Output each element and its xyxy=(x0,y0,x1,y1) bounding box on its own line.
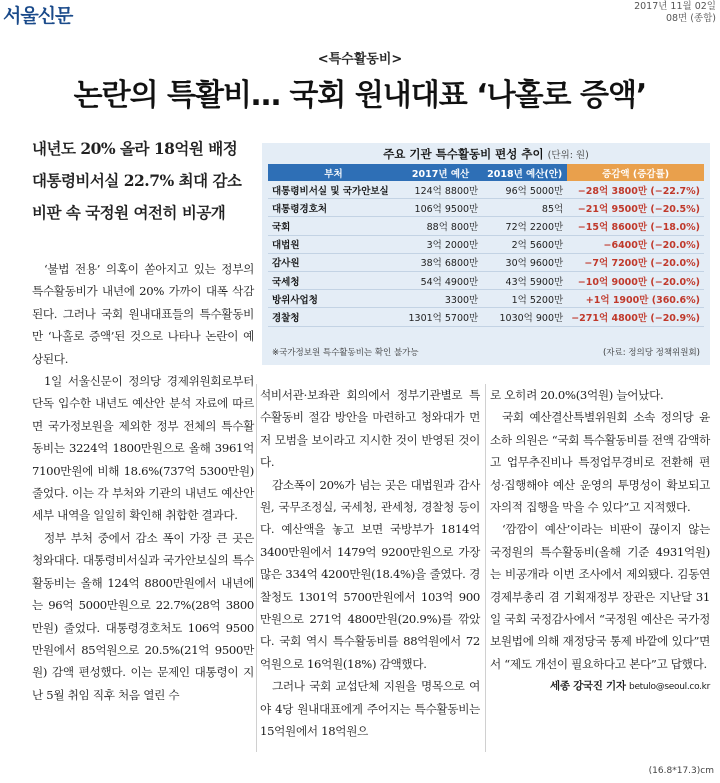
size-note: (16.8*17.3)cm xyxy=(648,766,714,776)
date-text: 2017년 11월 02일 xyxy=(634,1,716,12)
change-cell: −271억 4800만 (−20.9%) xyxy=(567,308,704,326)
table-row xyxy=(268,308,704,326)
subheads xyxy=(32,133,262,229)
article-kicker: <특수활동비> xyxy=(317,52,403,67)
column-divider xyxy=(485,384,486,752)
change-cell: −15억 8600만 (−18.0%) xyxy=(567,217,704,235)
table-unit: (단위: 원) xyxy=(547,150,589,161)
table-note: ※국가정보원 특수활동비는 확인 불가능 xyxy=(272,348,419,358)
byline xyxy=(490,675,710,698)
agency-cell: 대통령경호처 xyxy=(268,199,399,217)
paragraph: ‘불법 전용’ 의혹이 쏟아지고 있는 정부의 특수활동비가 내년에 20% 가까이 대폭 삭감된다. 그러나 국회 원내대표들의 특수활동비만 ‘나홀로 증액’된 것으로 나타나 논란이 예상된다. xyxy=(32,262,254,366)
table-header-row xyxy=(268,164,704,181)
paragraph: 그러나 국회 교섭단체 지원을 명목으로 여야 4당 원내대표에게 주어지는 특수활동비는 15억원에서 18억원으 xyxy=(260,679,480,739)
value-2018-cell: 72억 2200만 xyxy=(482,217,567,235)
paragraph: 국회 예산결산특별위원회 소속 정의당 윤소하 의원은 “국회 특수활동비를 전액 감액하고 업무추진비나 특정업무경비로 전환해 편성·집행해야 예산 운영의 투명성이 확보되고 자의적 집행을 막을 수 있다”고 지적했다. xyxy=(490,410,710,515)
change-cell: +1억 1900만 (360.6%) xyxy=(567,290,704,308)
issue-date xyxy=(634,1,716,25)
paragraph: 로 오히려 20.0%(3억원) 늘어났다. xyxy=(490,388,664,402)
value-2018-cell: 43억 5900만 xyxy=(482,271,567,289)
agency-cell: 대통령비서실 및 국가안보실 xyxy=(268,181,399,199)
byline-email: betulo@seoul.co.kr xyxy=(629,682,710,693)
agency-cell: 국세청 xyxy=(268,271,399,289)
header-change: 증감액 (증감률) xyxy=(567,164,704,181)
value-2018-cell: 30억 9600만 xyxy=(482,253,567,271)
change-cell: −7억 7200만 (−20.0%) xyxy=(567,253,704,271)
agency-cell: 감사원 xyxy=(268,253,399,271)
table-title xyxy=(262,146,710,162)
subhead: 비판 속 국정원 여전히 비공개 xyxy=(32,203,226,222)
value-2017-cell: 88억 800만 xyxy=(399,217,482,235)
table-row xyxy=(268,235,704,253)
subhead: 대통령비서실 22.7% 최대 감소 xyxy=(32,171,242,190)
paragraph: ‘깜깜이 예산’이라는 비판이 끊이지 않는 국정원의 특수활동비(올해 기준 4931억원)는 비공개라 이번 조사에서 제외됐다. 김동연 경제부총리 겸 기획재정부 장관은 지난달 31일 국회 국정감사에서 “국정원 예산은 국가정보원법에 의해 재정당국 통제 바깥에 있다”면서 “제도 개선이 필요하다고 본다”고 답했다. xyxy=(490,522,710,671)
table-title-text: 주요 기관 특수활동비 편성 추이 xyxy=(383,147,544,161)
change-cell: −6400만 (−20.0%) xyxy=(567,235,704,253)
paragraph: 석비서관·보좌관 회의에서 정부기관별로 특수활동비 절감 방안을 마련하고 청와대가 먼저 모범을 보이라고 지시한 것이 반영된 것이다. xyxy=(260,388,480,470)
agency-cell: 국회 xyxy=(268,217,399,235)
change-cell: −21억 9500만 (−20.5%) xyxy=(567,199,704,217)
budget-table-box xyxy=(262,143,710,365)
article-column-1 xyxy=(32,258,254,706)
newspaper-logo: 서울신문 xyxy=(3,5,73,27)
paragraph: 감소폭이 20%가 넘는 곳은 대법원과 감사원, 국무조정실, 국세청, 관세청, 경찰청 등이다. 예산액을 놓고 보면 국방부가 1814억 3400만원에서 1479억 9200만원으로 가장 많은 334억 4200만원(18.4%)을 줄였다. 경찰청도 1301억 5700만원에서 103억 900만원으로 271억 4800만원(20.9%)를 깎았다. 국회 역시 특수활동비를 88억원에서 72억원으로 16억원(18%) 감액했다. xyxy=(260,477,480,671)
table-row xyxy=(268,199,704,217)
table-row xyxy=(268,290,704,308)
table-row xyxy=(268,181,704,199)
value-2017-cell: 1301억 5700만 xyxy=(399,308,482,326)
value-2018-cell: 1030억 900만 xyxy=(482,308,567,326)
change-cell: −28억 3800만 (−22.7%) xyxy=(567,181,704,199)
value-2018-cell: 96억 5000만 xyxy=(482,181,567,199)
table-row xyxy=(268,271,704,289)
agency-cell: 대법원 xyxy=(268,235,399,253)
subhead: 내년도 20% 올라 18억원 배정 xyxy=(32,139,238,158)
article-headline: 논란의 특활비… 국회 원내대표 ‘나홀로 증액’ xyxy=(73,78,647,113)
change-cell: −10억 9000만 (−20.0%) xyxy=(567,271,704,289)
masthead xyxy=(0,0,720,34)
value-2018-cell: 85억 xyxy=(482,199,567,217)
value-2017-cell: 54억 4900만 xyxy=(399,271,482,289)
value-2017-cell: 3300만 xyxy=(399,290,482,308)
value-2018-cell: 1억 5200만 xyxy=(482,290,567,308)
byline-name: 세종 강국진 기자 xyxy=(550,680,626,693)
table-row xyxy=(268,217,704,235)
table-source: (자료: 정의당 정책위원회) xyxy=(602,348,700,358)
value-2018-cell: 2억 5600만 xyxy=(482,235,567,253)
paragraph: 정부 부처 중에서 감소 폭이 가장 큰 곳은 청와대다. 대통령비서실과 국가안보실의 특수활동비는 올해 124억 8800만원에서 내년에는 96억 5000만원으로 22.7%(28억 3800만원) 줄었다. 대통령경호처도 106억 9500만원에서 85억원으로 20.5%(21억 9500만원) 감액 편성했다. 이는 문제인 대통령이 지난 5월 취임 직후 처음 열린 수 xyxy=(32,530,254,702)
paragraph: 1일 서울신문이 정의당 경제위원회로부터 단독 입수한 내년도 예산안 분석 자료에 따르면 국가정보원을 제외한 정부 전체의 특수활동비는 3224억 1800만원으로 올해 3961억 7100만원에 비해 18.6%(737억 5300만원) 줄었다. 이는 각 부처와 기관의 내년도 예산안 세부 내역을 일일히 확인해 취합한 결과다. xyxy=(32,374,254,523)
value-2017-cell: 124억 8800만 xyxy=(399,181,482,199)
page-text: 08면 (종합) xyxy=(665,13,716,24)
budget-table xyxy=(268,164,704,327)
value-2017-cell: 38억 6800만 xyxy=(399,253,482,271)
article-column-3 xyxy=(490,384,710,699)
value-2017-cell: 3억 2000만 xyxy=(399,235,482,253)
column-divider xyxy=(256,384,257,752)
value-2017-cell: 106억 9500만 xyxy=(399,199,482,217)
header-2017: 2017년 예산 xyxy=(399,164,482,181)
agency-cell: 경찰청 xyxy=(268,308,399,326)
article-column-2 xyxy=(260,384,480,743)
table-row xyxy=(268,253,704,271)
agency-cell: 방위사업청 xyxy=(268,290,399,308)
header-2018: 2018년 예산(안) xyxy=(482,164,567,181)
header-agency: 부처 xyxy=(268,164,399,181)
